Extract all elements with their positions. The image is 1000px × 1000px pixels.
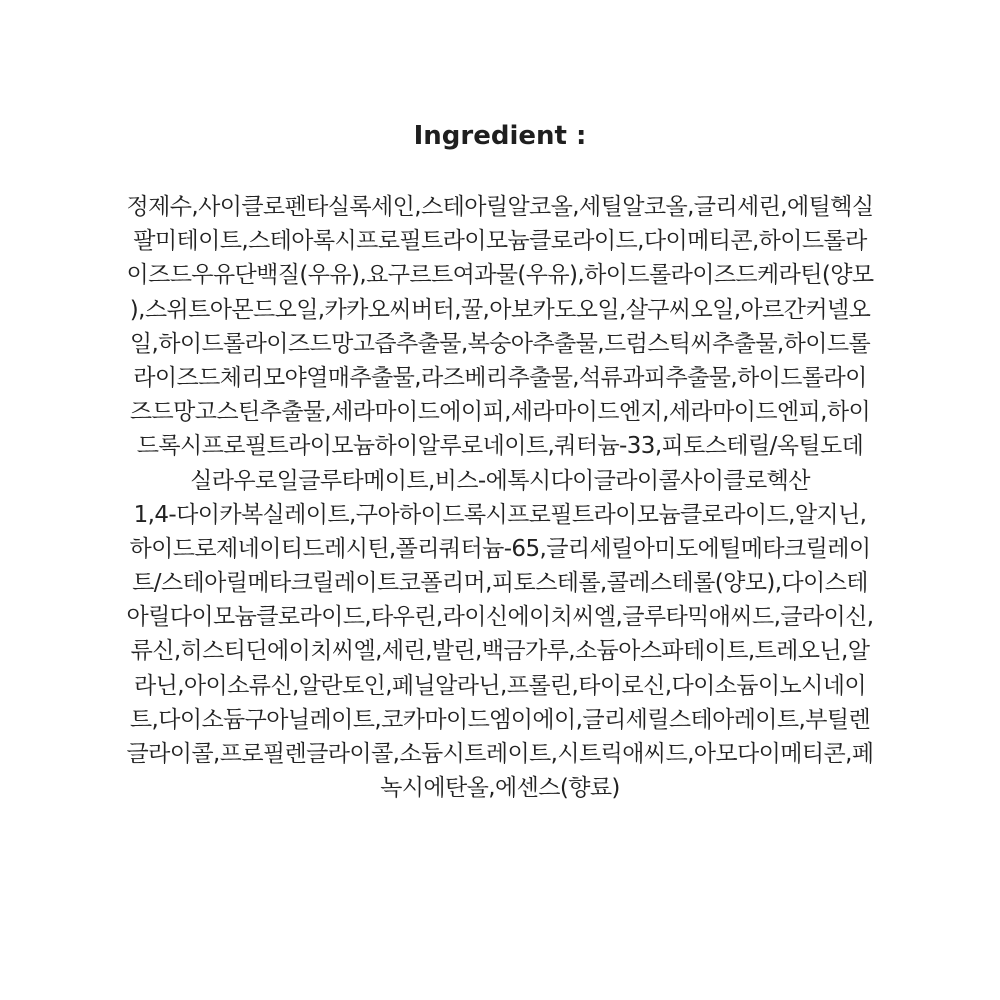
ingredient-line: 팔미테이트,스테아록시프로필트라이모늄클로라이드,다이메티콘,하이드롤라 <box>133 228 867 255</box>
ingredient-line: 정제수,사이클로펜타실록세인,스테아릴알코올,세틸알코올,글리세린,에틸헥실 <box>126 194 874 220</box>
ingredient-line: 즈드망고스틴추출물,세라마이드에이피,세라마이드엔지,세라마이드엔피,하이 <box>129 399 871 426</box>
ingredient-line: 이즈드우유단백질(우유),요구르트여과물(우유),하이드롤라이즈드케라틴(양모 <box>126 262 874 289</box>
ingredient-line: 1,4-다이카복실레이트,구아하이드록시프로필트라이모늄클로라이드,알지닌, <box>133 501 867 528</box>
page-title: Ingredient : <box>413 121 587 151</box>
ingredient-line: 실라우로일글루타메이트,비스-에톡시다이글라이콜사이클로헥산 <box>190 467 810 494</box>
ingredient-list <box>40 190 960 805</box>
ingredient-line: 라이즈드체리모야열매추출물,라즈베리추출물,석류과피추출물,하이드롤라이 <box>133 364 867 391</box>
ingredient-line: ),스위트아몬드오일,카카오씨버터,꿀,아보카도오일,살구씨오일,아르간커넬오 <box>129 296 871 323</box>
ingredient-line: 트/스테아릴메타크릴레이트코폴리머,피토스테롤,콜레스테롤(양모),다이스테 <box>132 570 868 597</box>
ingredient-line: 녹시에탄올,에센스(향료) <box>380 775 620 802</box>
ingredient-line: 하이드로제네이티드레시틴,폴리쿼터늄-65,글리세릴아미도에틸메타크릴레이 <box>129 535 871 562</box>
ingredient-line: 일,하이드롤라이즈드망고즙추출물,복숭아추출물,드럼스틱씨추출물,하이드롤 <box>129 330 871 357</box>
ingredient-line: 드록시프로필트라이모늄하이알루로네이트,쿼터늄-33,피토스테릴/옥틸도데 <box>136 433 864 460</box>
ingredient-line: 라닌,아이소류신,알란토인,페닐알라닌,프롤린,타이로신,다이소듐이노시네이 <box>133 672 867 699</box>
ingredient-line: 아릴다이모늄클로라이드,타우린,라이신에이치씨엘,글루타믹애씨드,글라이신, <box>126 604 874 631</box>
ingredient-line: 류신,히스티딘에이치씨엘,세린,발린,백금가루,소듐아스파테이트,트레오닌,알 <box>130 638 870 665</box>
ingredient-line: 글라이콜,프로필렌글라이콜,소듐시트레이트,시트릭애씨드,아모다이메티콘,페 <box>126 741 874 767</box>
ingredient-line: 트,다이소듐구아닐레이트,코카마이드엠이에이,글리세릴스테아레이트,부틸렌 <box>129 706 871 733</box>
